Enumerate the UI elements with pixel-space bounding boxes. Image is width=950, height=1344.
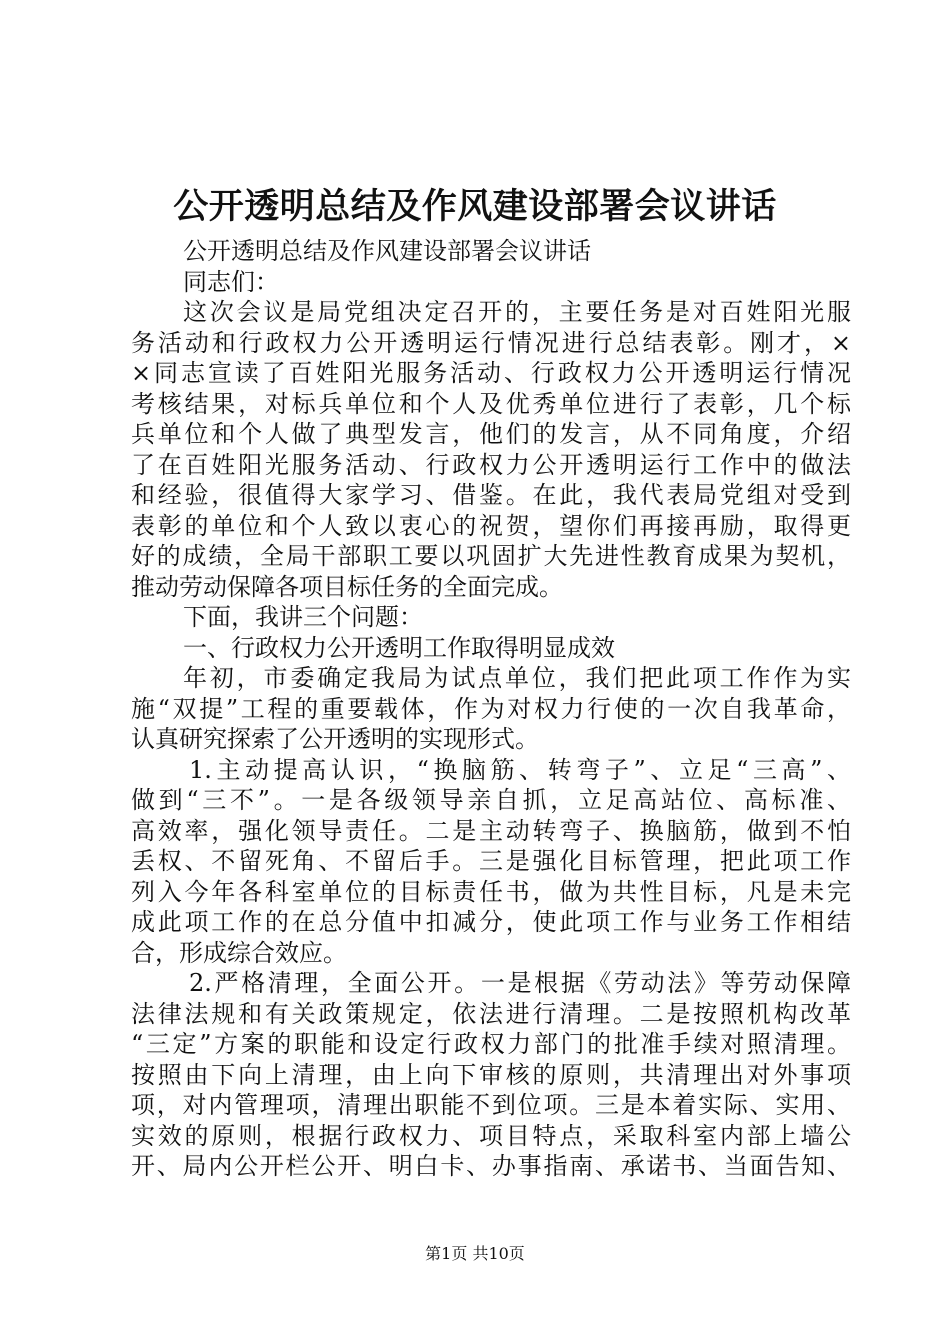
body-line: 这次会议是局党组决定召开的，主要任务是对百姓阳光服: [183, 298, 851, 326]
salutation-line: 同志们：: [183, 267, 279, 296]
body-line: 实效的原则，根据行政权力、项目特点，采取科室内部上墙公: [131, 1121, 851, 1150]
body-line: 兵单位和个人做了典型发言，他们的发言，从不同角度，介绍: [131, 420, 851, 448]
section-heading: 一、行政权力公开透明工作取得明显成效: [183, 633, 615, 662]
body-line: 年初，市委确定我局为试点单位，我们把此项工作作为实: [183, 664, 851, 692]
body-line: 好的成绩，全局干部职工要以巩固扩大先进性教育成果为契机，: [131, 542, 851, 570]
body-line: 项，对内管理项，清理出职能不到位项。三是本着实际、实用、: [131, 1091, 851, 1119]
body-line: 务活动和行政权力公开透明运行情况进行总结表彰。刚才，×: [131, 328, 851, 357]
body-line: 合，形成综合效应。: [131, 938, 347, 967]
body-line: 了在百姓阳光服务活动、行政权力公开透明运行工作中的做法: [131, 450, 851, 479]
body-line: 下面，我讲三个问题：: [183, 603, 423, 631]
body-line: ×同志宣读了百姓阳光服务活动、行政权力公开透明运行情况: [131, 359, 851, 387]
body-line: 推动劳动保障各项目标任务的全面完成。: [131, 572, 563, 601]
subtitle-line: 公开透明总结及作风建设部署会议讲话: [183, 237, 591, 265]
document-title: 公开透明总结及作风建设部署会议讲话: [173, 186, 777, 227]
body-line: 丢权、不留死角、不留后手。三是强化目标管理，把此项工作: [131, 847, 851, 875]
body-line: 施“双提”工程的重要载体，作为对权力行使的一次自我革命，: [131, 694, 851, 723]
numbered-item-line: 2.严格清理，全面公开。一是根据《劳动法》等劳动保障: [189, 969, 851, 997]
body-line: 认真研究探索了公开透明的实现形式。: [131, 725, 539, 753]
document-body: [131, 236, 851, 1182]
body-line: 和经验，很值得大家学习、借鉴。在此，我代表局党组对受到: [131, 481, 851, 509]
body-line: 列入今年各科室单位的目标责任书，做为共性目标，凡是未完: [131, 877, 851, 906]
page-number: 第1页 共10页: [425, 1244, 525, 1263]
body-line: 考核结果，对标兵单位和个人及优秀单位进行了表彰，几个标: [131, 389, 851, 418]
body-line: 法律法规和有关政策规定，依法进行清理。二是按照机构改革: [131, 999, 851, 1028]
body-line: 做到“三不”。一是各级领导亲自抓，立足高站位、高标准、: [131, 786, 851, 814]
body-line: 按照由下向上清理，由上向下审核的原则，共清理出对外事项: [131, 1060, 851, 1089]
numbered-item-line: 1.主动提高认识，“换脑筋、转弯子”、立足“三高”、: [189, 755, 851, 784]
body-line: 成此项工作的在总分值中扣减分，使此项工作与业务工作相结: [131, 908, 851, 936]
body-line: “三定”方案的职能和设定行政权力部门的批准手续对照清理。: [131, 1030, 851, 1058]
body-line: 表彰的单位和个人致以衷心的祝贺，望你们再接再励，取得更: [131, 511, 851, 540]
body-line: 高效率，强化领导责任。二是主动转弯子、换脑筋，做到不怕: [131, 816, 851, 845]
body-line: 开、局内公开栏公开、明白卡、办事指南、承诺书、当面告知、: [131, 1152, 851, 1180]
